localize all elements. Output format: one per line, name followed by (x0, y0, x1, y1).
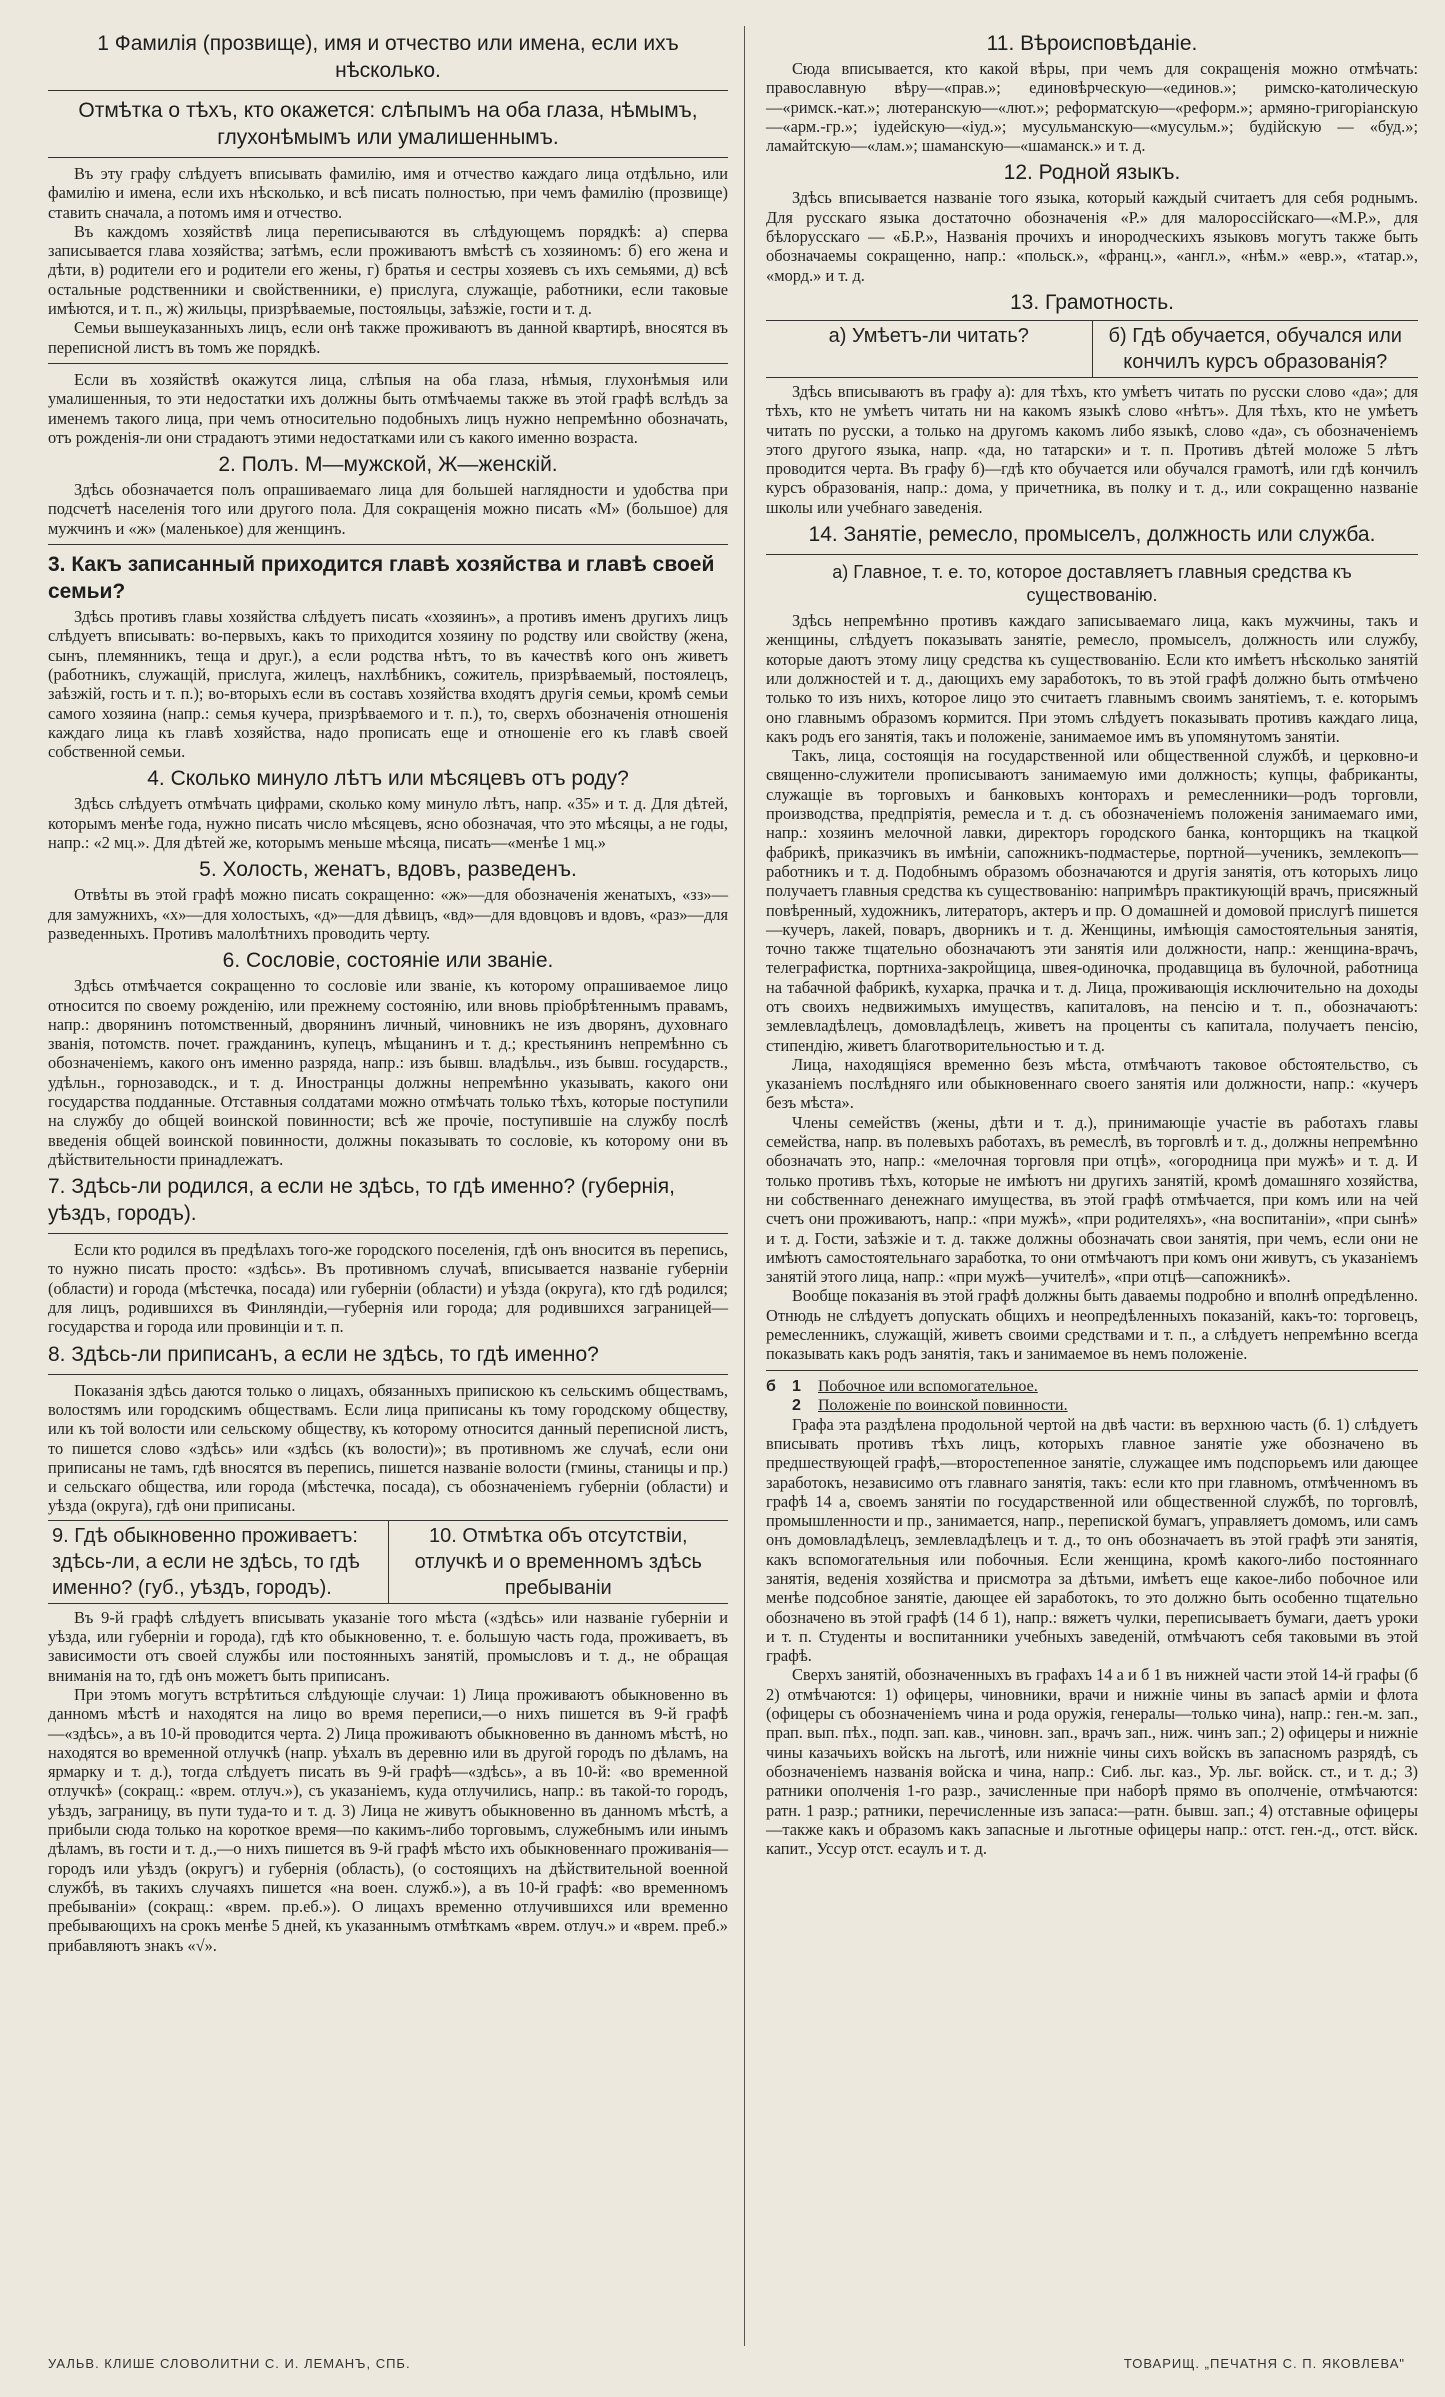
literacy-question-b: б) Гдѣ обучается, обучался или кончилъ курсъ образованія? (1092, 321, 1419, 377)
section-14b-letter: б (766, 1377, 776, 1395)
divider (766, 1370, 1418, 1371)
section-6-paragraph: Здѣсь отмѣчается сокращенно то сословіе или званіе, къ которому опрашиваемое лицо относится по своему рожденію, или прежнему состоянію, или вновь пріобрѣтеннымъ правамъ, напр.: дворянинъ потомственный, дворянинъ личный, чиновникъ не изъ дворянъ, духовнаго званія, потомств. почет. гражданинъ, купецъ, мѣщанинъ и т. д.; крестьянинъ непремѣнно съ обозначеніемъ, какого онъ именно разряда, напр.: изъ бывш. владѣльч., изъ бывш. государств., удѣльн., горнозаводск., и т. д. Иностранцы должны непремѣнно указывать, какого они государства подданные. Отставныя солдатами можно отмѣчать только тѣхъ, которые поступили на службу до общей воинской повинности; всѣ же прочіе, поступившіе на службу послѣ введенія общей воинской повинности, должны показывать то сословіе, къ которому они въ дѣйствительности принадлежатъ. (48, 976, 728, 1169)
section-6-title: 6. Сословіе, состояніе или званіе. (222, 949, 554, 973)
section-13-title: 13. Грамотность. (1009, 290, 1175, 314)
section-8-paragraph: Показанія здѣсь даются только о лицахъ, обязанныхъ припискою къ сельскимъ обществамъ, волостямъ или городскимъ обществамъ. Если лица приписаны къ тому городскому обществу, или къ той волости или сельскому обществу, къ которому относится данный переписной листъ, то пишется слово «здѣсь» или «здѣсь (къ волости)»; въ противномъ же случаѣ, если они приписаны не тамъ, гдѣ вносятся въ перепись, пишется названіе волости (гмины, станицы и пр.) и сельскаго общества, или города (мѣстечка, посада), съ обозначеніемъ губерніи (области) и уѣзда (округа), гдѣ они приписаны. (48, 1380, 728, 1516)
right-column (766, 26, 1418, 1858)
section-5-paragraph: Отвѣты въ этой графѣ можно писать сокращенно: «ж»—для обозначенія женатыхъ, «зз»—для замужнихъ, «х»—для холостыхъ, «д»—для дѣвицъ, «вд»—для вдовцовъ и вдовъ, «раз»—для разведенныхъ. Противъ малолѣтнихъ проводить черту. (48, 885, 728, 943)
section-14b2-label: Положеніе по воинской повинности. (818, 1396, 1068, 1414)
section-1-title: 1 Фамилія (прозвище), имя и отчество или имена, если ихъ нѣсколько. (97, 32, 679, 82)
section-14b1-number: 1 (792, 1377, 801, 1395)
section-7-title: 7. Здѣсь-ли родился, а если не здѣсь, то гдѣ именно? (губернія, уѣздъ, городъ). (48, 1175, 675, 1226)
section-14-title: 14. Занятіе, ремесло, промыселъ, должность или служба. (808, 523, 1376, 547)
divider (48, 1233, 728, 1234)
section-1-subtitle: Отмѣтка о тѣхъ, кто окажется: слѣпымъ на оба глаза, нѣмымъ, глухонѣмымъ или умалишеннымъ. (78, 99, 698, 149)
section-14-paragraph: Здѣсь непремѣнно противъ каждаго записываемаго лица, какъ мужчины, такъ и женщины, слѣдуетъ показывать занятіе, ремесло, промыселъ, должность или службу, которые даютъ этому лицу средства къ существованію. Если кто имѣетъ нѣсколько занятій или должностей и т. д., дающихъ ему заработокъ, то въ этой графѣ должно быть отмѣчено только то изъ нихъ, которое лицо это считаетъ главнымъ своимъ занятіемъ, т. е. которымъ оно главнымъ образомъ кормится. При этомъ слѣдуетъ показывать противъ каждаго лица, какъ родъ его занятія, такъ и положеніе, занимаемое имъ въ упомянутомъ занятіи. (766, 611, 1418, 746)
section-1-paragraph: Въ каждомъ хозяйствѣ лица переписываются въ слѣдующемъ порядкѣ: а) сперва записывается глава хозяйства; затѣмъ, если проживаютъ вмѣстѣ съ хозяиномъ: б) его жена и дѣти, в) родители его и родители его жены, г) братья и сестры хозяевъ съ ихъ семьями, д) всѣ остальные родственники и свойственники, е) прислуга, служащіе, работники, если таковые имѣются, и т. п., ж) жильцы, призрѣваемые, постояльцы, заѣзжіе, гости и т. д. (48, 221, 728, 319)
section-14b-header (766, 1377, 1418, 1415)
section-14-paragraph: Такъ, лица, состоящія на государственной или общественной службѣ, и церковно-и священно-служители прописываютъ занимаемую ими должность; купцы, фабриканты, служащіе въ торговыхъ и банковыхъ конторахъ и ремесленники—родъ торговли, производства, предпріятія, ремесла и т. д. съ обозначеніемъ положенія занимаемаго ими, напр.: хозяинъ мелочной лавки, директоръ городского банка, конторщикъ на ткацкой фабрикѣ, приказчикъ въ имѣніи, сапожникъ-подмастерье, портной—ученикъ, землекопъ—работникъ и т. д. Подобнымъ образомъ обозначаются и другія занятія, отъ которыхъ лицо получаетъ главныя средства къ существованію: напримѣръ практикующій врачъ, присяжный повѣренный, художникъ, литераторъ, актеръ и пр. О домашней и домовой прислугѣ пишется—кучеръ, лакей, поваръ, дворникъ и т. д. Женщины, имѣющія самостоятельныя занятія, точно также тщательно обозначаютъ эти занятія или должности, напр.: женщина-врачъ, телеграфистка, портниха-закройщица, швея-одиночка, продавщица въ булочной, работница на табачной фабрикѣ, кухарка, прачка и т. д. Лица, проживающія исключительно на доходы отъ своихъ недвижимыхъ имуществъ, капиталовъ, на пенсію и т. п., обозначаютъ: землевладѣлецъ, домовладѣлецъ, живетъ на проценты съ капитала, получаетъ пенсію, стипендію, живетъ благотворительностью и т. д. (766, 746, 1418, 1055)
section-8-title: 8. Здѣсь-ли приписанъ, а если не здѣсь, то гдѣ именно? (48, 1342, 599, 1366)
column-divider (744, 26, 745, 2346)
section-13-header (766, 320, 1418, 378)
divider (48, 544, 728, 545)
section-1-paragraph: Семьи вышеуказанныхъ лицъ, если онѣ также проживаютъ въ данной квартирѣ, вносятся въ переписной листъ въ томъ же порядкѣ. (48, 318, 728, 357)
section-5-title: 5. Холость, женатъ, вдовъ, разведенъ. (199, 858, 577, 882)
section-14b-paragraph: Графа эта раздѣлена продольной чертой на двѣ части: въ верхнюю часть (б. 1) слѣдуетъ вписывать противъ тѣхъ лицъ, которыхъ главное занятіе уже обозначено въ предшествующей графѣ,—второстепенное занятіе, служащее имъ подспорьемъ или дающее заработокъ, независимо отъ главнаго занятія, такъ: если кто при главномъ, отмѣченномъ въ графѣ 14 а, своемъ занятіи по государственной или общественной службѣ, по торговлѣ, промышленности и пр., занимается, напр., перепиской бумагъ, управляетъ домомъ, или самъ онъ домовладѣлецъ, землевладѣлецъ и т. д., то онъ обозначаетъ въ этой графѣ эти занятія, какъ вспомогательныя или побочныя. Если женщина, кромѣ какого-либо постояннаго занятія, веденія хозяйства и присмотра за дѣтьми, имѣетъ еще какое-либо побочное или менѣе подсобное занятіе, дающее ей заработокъ, то это должно быть особенно тщательно обозначено въ этой графѣ (14 б 1), напр.: вяжетъ чулки, переписываетъ бумаги, даетъ уроки и т. п. Студенты и воспитанники учебныхъ заведеній, отмѣчаютъ себя таковыми въ этой графѣ. (766, 1414, 1418, 1666)
section-13-paragraph: Здѣсь вписываютъ въ графу а): для тѣхъ, кто умѣетъ читать по русски слово «да»; для тѣхъ, кто не умѣетъ читать ни на какомъ языкѣ слово «нѣтъ». Для тѣхъ, кто не умѣетъ читать по русски, а только на другомъ какомъ либо языкѣ, слово «да», съ обозначеніемъ этого другого языка, напр. «да, но татарски» и т. п. Противъ дѣтей моложе 5 лѣтъ проводится черта. Въ графу б)—гдѣ кто обучается или обучался грамотѣ, или гдѣ кончилъ курсъ образованія, напр.: дома, у причетника, въ полку и т. д., или сокращенно названіе школы или учебнаго заведенія. (766, 381, 1418, 517)
literacy-question-a: а) Умѣетъ-ли читать? (828, 324, 1029, 347)
section-3-paragraph: Здѣсь противъ главы хозяйства слѣдуетъ писать «хозяинъ», а противъ именъ другихъ лицъ слѣдуетъ вписывать: во-первыхъ, какъ то приходится хозяину по родству или свойству (жена, сынъ, племянникъ, теща и друг.), а если родства нѣтъ, то въ качествѣ кого онъ живетъ (работникъ, служащій, прислуга, жилецъ, нахлѣбникъ, сожитель, призрѣваемый, постоялецъ, заѣзжій, гость и т. п.); во-вторыхъ если въ составъ хозяйства входятъ другія семьи, кромѣ семьи самого хозяина (напр.: семья кучера, призрѣваемого и т. п.), то, сверхъ обозначенія отношенія каждаго лица къ главѣ хозяйства, надо прописать еще и отношеніе его къ главѣ своей собственной семьи. (48, 607, 728, 762)
section-12-title: 12. Родной языкъ. (1003, 161, 1181, 185)
section-14-paragraph: Лица, находящіяся временно безъ мѣста, отмѣчаютъ таковое обстоятельство, съ указаніемъ послѣдняго или обыкновеннаго своего занятія или должности, напр.: «кучеръ безъ мѣста». (766, 1054, 1418, 1113)
section-14b1-label: Побочное или вспомогательное. (818, 1377, 1038, 1395)
section-10-title: 10. Отмѣтка объ отсутствіи, отлучкѣ и о временномъ здѣсь пребываніи (388, 1521, 729, 1603)
section-9-paragraph: При этомъ могутъ встрѣтиться слѣдующіе случаи: 1) Лица проживаютъ обыкновенно въ данномъ мѣстѣ и находятся на лицо во время переписи,—о нихъ пишется въ 9-й графѣ—«здѣсь», а въ 10-й проводится черта. 2) Лица проживаютъ обыкновенно въ данномъ мѣстѣ, но находятся во временной отлучкѣ (напр. уѣхалъ въ деревню или въ другой городъ по дѣламъ, на ярмарку и т. д.), тогда слѣдуетъ писать въ 9-й графѣ—«здѣсь», а въ 10-й: «во временной отлучкѣ» (сокращ.: «врем. отлуч.»), съ указаніемъ, куда отлучились, напр.: въ такой-то городъ, уѣздъ, заграницу, въ пути туда-то и т. д. 3) Лица не живутъ обыкновенно въ данномъ мѣстѣ, а прибыли сюда только на короткое время—по какимъ-либо торговымъ, служебнымъ или инымъ дѣламъ, въ гости и т. д.,—о нихъ пишется въ 9-й графѣ мѣсто ихъ обыкновеннаго проживанія—городъ или уѣздъ (округъ) и губернія (область), (о состоящихъ на дѣйствительной военной службѣ, въ такихъ случаяхъ пишется «на воен. служб.»), а въ 10-й графѣ: «во временномъ пребываніи» (сокращ.: «врем. пр.еб.»). О лицахъ временно отлучившихся или временно пребывающихъ на срокъ менѣе 5 дней, къ указаннымъ отмѣткамъ «врем. отлуч.» и «врем. преб.» прибавляютъ знакъ «√». (48, 1684, 728, 1955)
section-4-title: 4. Сколько минуло лѣтъ или мѣсяцевъ отъ роду? (147, 767, 629, 791)
divider (766, 554, 1418, 555)
section-14b-paragraph: Сверхъ занятій, обозначенныхъ въ графахъ 14 а и б 1 въ нижней части этой 14-й графы (б 2) отмѣчаются: 1) офицеры, чиновники, врачи и нижніе чины въ запасѣ арміи и флота (офицеры съ обозначеніемъ чина и рода оружія, генералы—только чина), напр.: ген.-м. зап., прап. вып. пѣх., подп. зап. кав., чиновн. зап., врачъ зап., ниж. чинъ зап.; 2) офицеры и нижніе чины казачьихъ войскъ на льготѣ, или нижніе чины сихъ войскъ въ запасномъ разрядѣ, съ обозначеніемъ названія войска и чина, напр.: Сиб. льг. каз., Ур. льг. войск. ст., и т. д.; 3) ратники ополченія 1-го разр., зачисленные при наборѣ прямо въ ополченіе, отмѣчаются: ратн. 1 разр.; ратники, перечисленные изъ запаса:—ратн. бывш. зап.; 4) отставные офицеры—также какъ и образомъ какъ запасные и льготные офицеры напр.: отст. ген.-д., отст. вйск. капит., Уссур отст. есаулъ и т. д. (766, 1665, 1418, 1859)
left-column (48, 26, 728, 1955)
section-9-paragraph: Въ 9-й графѣ слѣдуетъ вписывать указаніе того мѣста («здѣсь» или названіе губерніи и уѣзда, или губерніи и города), гдѣ кто обыкновенно, т. е. большую часть года, проживаетъ, въ зависимости отъ своей службы или постоянныхъ занятій, промысловъ и т. д., не обращая вниманія на то, гдѣ онъ можетъ быть приписанъ. (48, 1607, 728, 1685)
section-11-paragraph: Сюда вписывается, кто какой вѣры, при чемъ для сокращенія можно отмѣчать: православную вѣру—«прав.»; единовѣрческую—«единов.»; римско-католическую—«римск.-кат.»; лютеранскую—«лют.»; реформатскую—«реформ.»; армяно-григоріанскую—«арм.-гр.»; іудейскую—«іуд.»; мусульманскую—«мусульм.»; будійскую — «буд.»; ламайтскую—«лам.»; шаманскую—«шаманск.» и т. д. (766, 59, 1418, 156)
section-2-title: 2. Полъ. М—мужской, Ж—женскій. (218, 453, 558, 477)
section-4-paragraph: Здѣсь слѣдуетъ отмѣчать цифрами, сколько кому минуло лѣтъ, напр. «35» и т. д. Для дѣтей, которымъ менѣе года, нужно писать число мѣсяцевъ, ясно обозначая, что это мѣсяцы, а не годы, напр.: «2 мц.». Для дѣтей же, которымъ меньше мѣсяца, писать—«менѣе 1 мц.» (48, 794, 728, 853)
section-14b-row-1 (766, 1377, 1418, 1396)
divider (48, 90, 728, 91)
section-1-paragraph: Если въ хозяйствѣ окажутся лица, слѣпыя на оба глаза, нѣмыя, глухонѣмыя или умалишенныя, то эти недостатки ихъ должны быть отмѣчаемы также въ этой графѣ вслѣдъ за именемъ такого лица, при чемъ относительно подобныхъ лицъ нужно непремѣнно обозначать, отъ рожденія-ли они страдаютъ этими недостатками или съ какого именно возраста. (48, 369, 728, 447)
section-14b2-number: 2 (792, 1396, 801, 1414)
section-12-paragraph: Здѣсь вписывается названіе того языка, который каждый считаетъ для себя роднымъ. Для русскаго языка достаточно обозначенія «Р.» для малороссійскаго—«М.Р.», для бѣлорусскаго — «Б.Р.», Названія прочихъ и инородческихъ языковъ могутъ также быть обозначаемы сокращенно, напр.: «польск.», «франц.», «англ.», «нѣм.» «евр.», «татар.», «морд.» и т. д. (766, 188, 1418, 285)
section-14a-subtitle: а) Главное, т. е. то, которое доставляетъ главныя средства къ существованію. (832, 562, 1352, 606)
section-14b-row-2 (766, 1396, 1418, 1415)
section-9-title: 9. Гдѣ обыкновенно проживаетъ: здѣсь-ли, а если не здѣсь, то гдѣ именно? (губ., уѣздъ, городъ). (52, 1524, 360, 1599)
section-1-paragraph: Въ эту графу слѣдуетъ вписывать фамилію, имя и отчество каждаго лица отдѣльно, или фамилію и имена, если ихъ нѣсколько, и всѣ писать полностью, при чемъ фамилію (прозвище) ставить сначала, а потомъ имя и отчество. (48, 164, 728, 222)
section-11-title: 11. Вѣроисповѣданіе. (986, 32, 1198, 55)
divider (48, 1374, 728, 1375)
section-14-paragraph: Вообще показанія въ этой графѣ должны быть даваемы подробно и вполнѣ опредѣленно. Отнюдь не слѣдуетъ допускать общихъ и неопредѣленныхъ показаній, какъ-то: торговецъ, ремесленникъ, служащій, живетъ своими средствами и т. п., а слѣдуетъ непремѣнно всегда показывать какъ родъ занятія, такъ и занимаемое въ немъ положеніе. (766, 1286, 1418, 1364)
divider (48, 363, 728, 364)
divider (48, 157, 728, 158)
footer-right-imprint: ТОВАРИЩ. „ПЕЧАТНЯ С. П. ЯКОВЛЕВА" (1123, 2356, 1405, 2371)
section-2-paragraph: Здѣсь обозначается полъ опрашиваемаго лица для большей наглядности и удобства при подсчетѣ населенія того или другого пола. Для сокращенія можно писать «М» (большое) для мужчинъ и «ж» (маленькое) для женщинъ. (48, 480, 728, 538)
footer-left-imprint: УАЛЬВ. КЛИШЕ СЛОВОЛИТНИ С. И. ЛЕМАНЪ, СПБ. (48, 2356, 411, 2371)
section-3-title: 3. Какъ записанный приходится главѣ хозяйства и главѣ своей семьи? (48, 553, 715, 604)
section-7-paragraph: Если кто родился въ предѣлахъ того-же городского поселенія, гдѣ онъ вносится въ перепись, то нужно писать просто: «здѣсь». Въ противномъ случаѣ, вписывается названіе губерніи (области) и города (мѣстечка, посада) или губерніи (области) и уѣзда (округа), кто гдѣ родился; для лицъ, родившихся въ Финляндіи,—губернія или города; для родившихся заграницей—государства и города или провинціи и т. п. (48, 1240, 728, 1337)
section-14-paragraph: Члены семействъ (жены, дѣти и т. д.), принимающіе участіе въ работахъ главы семейства, напр. въ полевыхъ работахъ, въ ремеслѣ, въ торговлѣ и т. д., должны непремѣнно обозначать это, напр.: «мелочная торговля при отцѣ», «огородница при мужѣ» и т. д. И только противъ тѣхъ, которые не имѣютъ ни другихъ занятій, кромѣ домашняго хозяйства, ни собственнаго денежнаго имущества, въ этой графѣ отмѣчается, при комъ или на чей счетъ они проживаютъ, напр.: «при мужѣ», «при родителяхъ», «на воспитаніи», «при сынѣ» и т. д. Гости, заѣзжіе и т. д. также должны обозначать свои занятія, при чемъ, если они не имѣютъ самостоятельнаго заработка, то они отмѣчаютъ при комъ они живутъ, съ указаніемъ занятій этого лица, напр.: «при мужѣ—учителѣ», «при отцѣ—сапожникѣ». (766, 1112, 1418, 1287)
section-9-10-header (48, 1520, 728, 1604)
